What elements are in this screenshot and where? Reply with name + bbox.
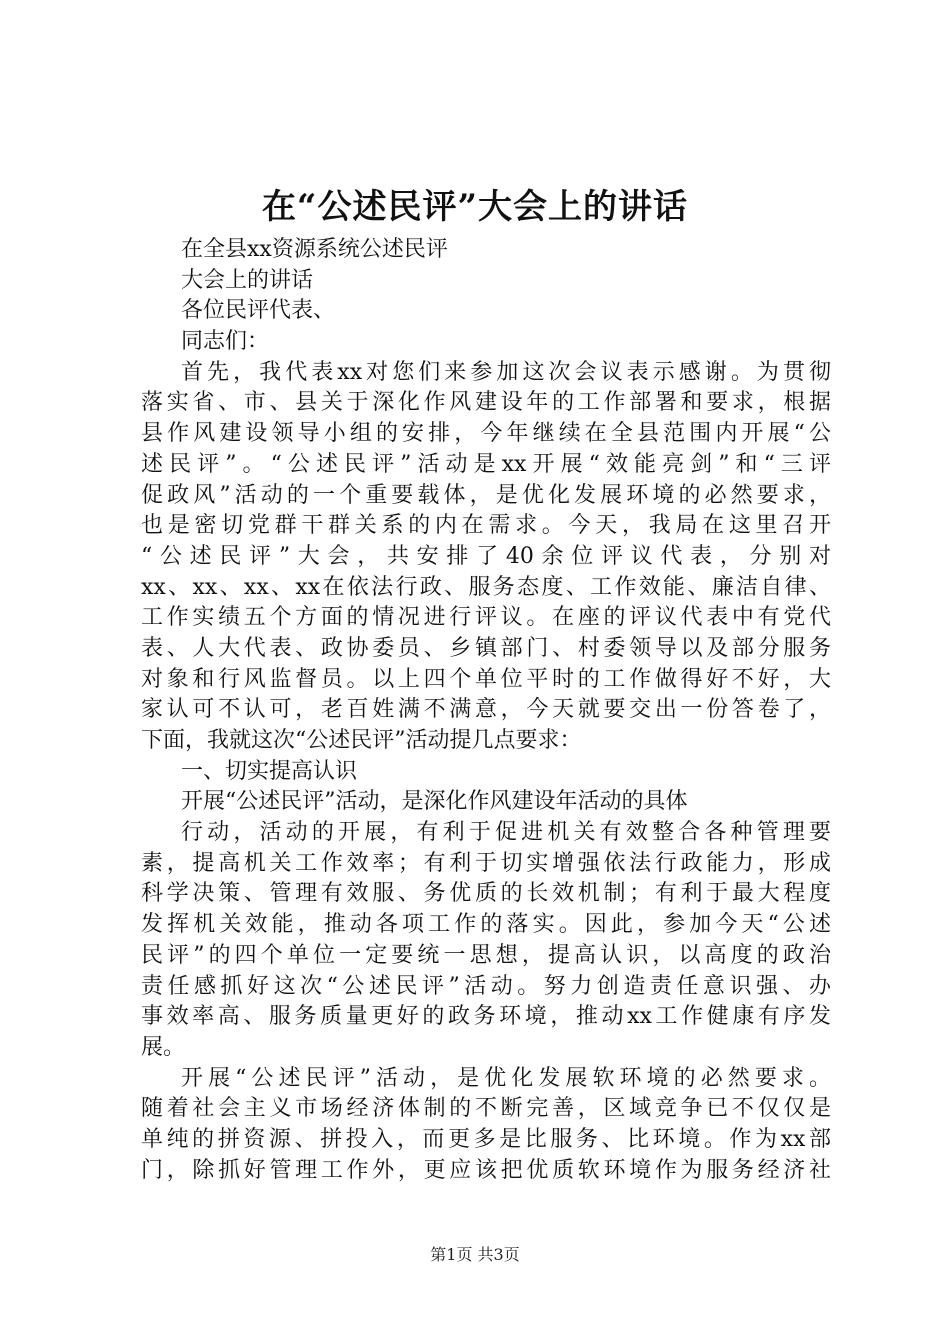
document-line: 各位民评代表、 xyxy=(181,298,336,324)
document-line: 一、切实提高认识 xyxy=(181,758,358,784)
document-line: 责任感抓好这次“公述民评”活动。努力创造责任意识强、办 xyxy=(141,973,831,999)
document-line: “公述民评”大会，共安排了40余位评议代表，分别对 xyxy=(141,543,831,569)
document-body xyxy=(141,235,831,1186)
document-line: 表、人大代表、政协委员、乡镇部门、村委领导以及部分服务 xyxy=(141,635,831,661)
document-line: 对象和行风监督员。以上四个单位平时的工作做得好不好，大 xyxy=(141,666,831,692)
document-line: 事效率高、服务质量更好的政务环境，推动xx工作健康有序发 xyxy=(141,1004,831,1030)
document-line: 在全县xx资源系统公述民评 xyxy=(181,237,448,262)
document-line: 行动，活动的开展，有利于促进机关有效整合各种管理要 xyxy=(181,820,831,846)
document-line: 家认可不认可，老百姓满不满意，今天就要交出一份答卷了， xyxy=(141,697,831,723)
document-line: 落实省、市、县关于深化作风建设年的工作部署和要求，根据 xyxy=(141,390,831,416)
document-line: 展。 xyxy=(141,1034,186,1060)
document-line: 民评”的四个单位一定要统一思想，提高认识，以高度的政治 xyxy=(141,942,831,968)
document-line: 素，提高机关工作效率；有利于切实增强依法行政能力，形成 xyxy=(141,850,831,876)
document-line: 首先，我代表xx对您们来参加这次会议表示感谢。为贯彻 xyxy=(181,359,831,385)
document-line: xx、xx、xx、xx在依法行政、服务态度、工作效能、廉洁自律、 xyxy=(141,574,831,600)
document-line: 县作风建设领导小组的安排，今年继续在全县范围内开展“公 xyxy=(141,421,831,447)
document-line: 工作实绩五个方面的情况进行评议。在座的评议代表中有党代 xyxy=(141,605,831,631)
document-line: 科学决策、管理有效服、务优质的长效机制；有利于最大程度 xyxy=(141,881,831,907)
document-line: 同志们： xyxy=(181,329,270,355)
document-line: 开展“公述民评”活动，是深化作风建设年活动的具体 xyxy=(181,789,688,815)
document-title: 在“公述民评”大会上的讲话 xyxy=(261,187,689,227)
document-line: 单纯的拼资源、拼投入，而更多是比服务、比环境。作为xx部 xyxy=(141,1126,831,1152)
document-line: 发挥机关效能，推动各项工作的落实。因此，参加今天“公述 xyxy=(141,912,831,938)
document-line: 也是密切党群干群关系的内在需求。今天，我局在这里召开 xyxy=(141,513,831,539)
document-line: 门，除抓好管理工作外，更应该把优质软环境作为服务经济社 xyxy=(141,1157,831,1183)
document-line: 随着社会主义市场经济体制的不断完善，区域竞争已不仅仅是 xyxy=(141,1096,831,1122)
document-line: 促政风”活动的一个重要载体，是优化发展环境的必然要求， xyxy=(141,482,831,508)
document-line: 大会上的讲话 xyxy=(181,267,314,293)
document-line: 下面，我就这次“公述民评”活动提几点要求： xyxy=(141,728,582,753)
document-line: 述民评”。“公述民评”活动是xx开展“效能亮剑”和“三评 xyxy=(141,451,831,477)
page-footer: 第1页 共3页 xyxy=(430,1245,520,1264)
document-line: 开展“公述民评”活动，是优化发展软环境的必然要求。 xyxy=(181,1065,831,1091)
